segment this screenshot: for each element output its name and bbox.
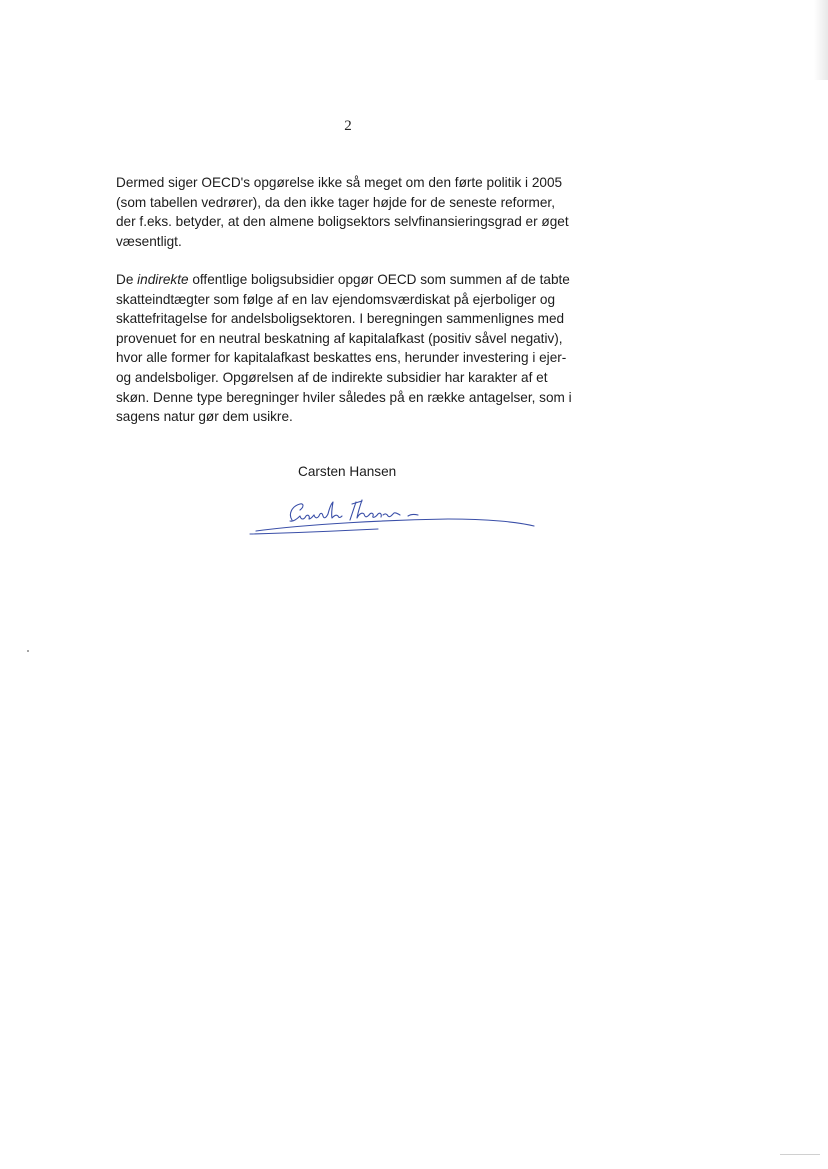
paragraph-2-first-line [116,270,596,290]
paragraph-2-line: skøn. Denne type beregninger hviler således på en række antagelser, som i [116,389,572,405]
scan-edge-shadow [814,0,828,80]
paragraph-2-line: provenuet for en neutral beskatning af kapitalafkast (positiv såvel negativ), [116,330,563,346]
paragraph-2-prefix: De [116,272,138,287]
paragraph-2 [116,270,596,427]
handwritten-signature [248,494,538,540]
scan-corner-mark [780,1154,820,1155]
paragraph-2-line: skattefritagelse for andelsboligsektoren. I beregningen sammenlignes med [116,311,565,327]
paragraph-1-line: (som tabellen vedrører), da den ikke tager højde for de seneste reformer, [116,194,555,210]
paragraph-1-line: der f.eks. betyder, at den almene boligsektors selvfinansieringsgrad er øget [116,214,569,230]
paragraph-1 [116,173,596,251]
signer-name: Carsten Hansen [298,464,397,479]
emphasis-indirekte: indirekte [137,272,189,287]
paragraph-1-line: væsentligt. [116,233,182,249]
paragraph-2-line: og andelsboliger. Opgørelsen af de indirekte subsidier har karakter af et [116,369,548,385]
page-number: 2 [344,118,352,134]
paragraph-1-line: Dermed siger OECD's opgørelse ikke så meget om den førte politik i 2005 [116,175,563,190]
paragraph-2-suffix: offentlige boligsubsidier opgør OECD som summen af de tabte [188,272,570,287]
paragraph-2-line: skatteindtægter som følge af en lav ejendomsværdiskat på ejerboliger og [116,291,556,307]
paragraph-2-line: sagens natur gør dem usikre. [116,409,293,425]
paragraph-2-line: hvor alle former for kapitalafkast beskattes ens, herunder investering i ejer- [116,350,567,366]
scan-speck [27,650,29,652]
